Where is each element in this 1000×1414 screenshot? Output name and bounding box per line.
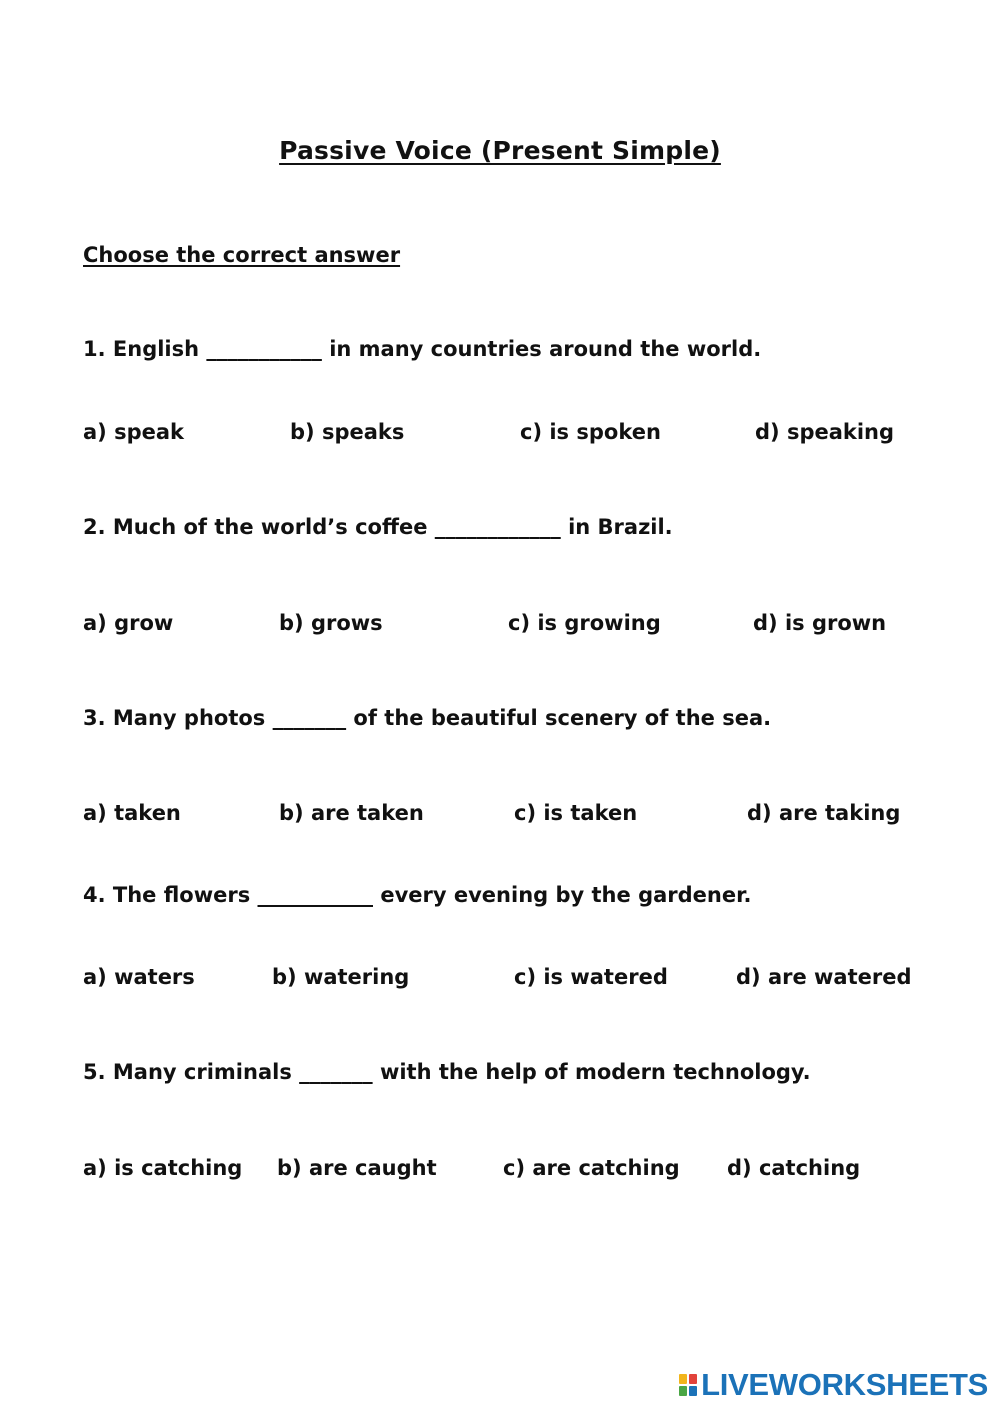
worksheet-title: Passive Voice (Present Simple) bbox=[279, 136, 721, 165]
question-3-option-c[interactable]: c) is taken bbox=[514, 801, 638, 825]
question-1-option-b[interactable]: b) speaks bbox=[290, 420, 405, 444]
question-1-option-c[interactable]: c) is spoken bbox=[520, 420, 661, 444]
logo-mark-icon bbox=[679, 1374, 697, 1396]
instruction-heading: Choose the correct answer bbox=[83, 243, 401, 267]
question-3-option-b[interactable]: b) are taken bbox=[279, 801, 424, 825]
question-4-text: 4. The flowers ___________ every evening by the gardener. bbox=[83, 883, 752, 907]
question-5-option-a[interactable]: a) is catching bbox=[83, 1156, 243, 1180]
question-4-option-b[interactable]: b) watering bbox=[272, 965, 410, 989]
question-2-option-a[interactable]: a) grow bbox=[83, 611, 174, 635]
question-4-option-a[interactable]: a) waters bbox=[83, 965, 195, 989]
question-2-text: 2. Much of the world’s coffee ____________ in Brazil. bbox=[83, 515, 673, 539]
question-5-option-c[interactable]: c) are catching bbox=[503, 1156, 680, 1180]
question-2-option-d[interactable]: d) is grown bbox=[753, 611, 887, 635]
question-1-option-d[interactable]: d) speaking bbox=[755, 420, 895, 444]
question-2-option-b[interactable]: b) grows bbox=[279, 611, 383, 635]
question-4-option-d[interactable]: d) are watered bbox=[736, 965, 912, 989]
liveworksheets-logo bbox=[679, 1368, 988, 1402]
question-5-option-d[interactable]: d) catching bbox=[727, 1156, 861, 1180]
question-4-option-c[interactable]: c) is watered bbox=[514, 965, 668, 989]
question-1-text: 1. English ___________ in many countries around the world. bbox=[83, 337, 762, 361]
question-1-option-a[interactable]: a) speak bbox=[83, 420, 184, 444]
question-5-text: 5. Many criminals _______ with the help of modern technology. bbox=[83, 1060, 811, 1084]
question-3-option-a[interactable]: a) taken bbox=[83, 801, 181, 825]
question-2-option-c[interactable]: c) is growing bbox=[508, 611, 661, 635]
question-3-text: 3. Many photos _______ of the beautiful scenery of the sea. bbox=[83, 706, 772, 730]
question-3-option-d[interactable]: d) are taking bbox=[747, 801, 901, 825]
question-5-option-b[interactable]: b) are caught bbox=[277, 1156, 437, 1180]
logo-text: LIVEWORKSHEETS bbox=[701, 1367, 988, 1402]
